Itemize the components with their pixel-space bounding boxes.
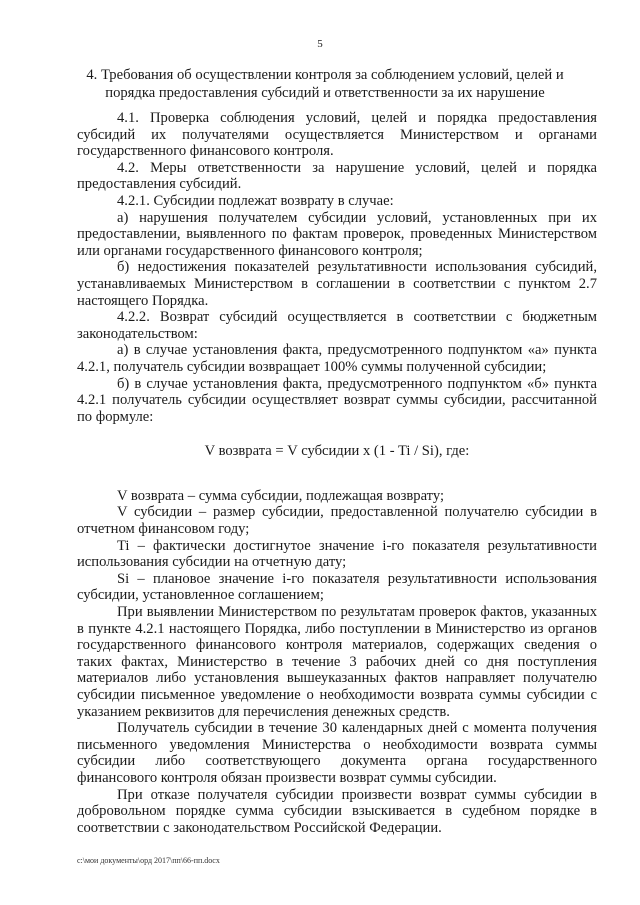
paragraph-4-2-1: 4.2.1. Субсидии подлежат возврату в случае: — [117, 192, 394, 209]
paragraph-4-2-2-a: а) в случае установления факта, предусмотренного подпунктом «а» пункта 4.2.1, получатель субсидии возвращает 100% суммы полученной субсидии; — [77, 342, 597, 375]
paragraph-court-recovery: При отказе получателя субсидии произвести возврат суммы субсидии в добровольном порядке сумма субсидии взыскивается в судебном порядке в соответствии с законодательством Российской Федерации. — [77, 786, 597, 836]
refund-formula: V возврата = V субсидии x (1 - Ti / Si), где: — [204, 443, 470, 460]
paragraph-4-2: 4.2. Меры ответственности за нарушение условий, целей и порядка предоставления субсидий. — [77, 159, 597, 193]
definition-v-refund: V возврата – сумма субсидии, подлежащая возврату; — [117, 487, 445, 504]
document-body — [77, 110, 597, 836]
definition-ti: Ti – фактически достигнутое значение i-го показателя результативности использования субсидии на отчетную дату; — [77, 537, 597, 571]
definition-v-subsidy: V субсидии – размер субсидии, предоставленной получателю субсидии в отчетном финансовом году; — [77, 504, 597, 538]
paragraph-4-2-2: 4.2.2. Возврат субсидий осуществляется в соответствии с бюджетным законодательством: — [77, 309, 597, 342]
paragraph-4-1: 4.1. Проверка соблюдения условий, целей и порядка предоставления субсидий их получателями осуществляется Министерством и органами государственного финансового контроля. — [77, 110, 597, 160]
definition-si: Si – плановое значение i-го показателя результативности использования субсидии, установленное соглашением; — [77, 570, 597, 604]
paragraph-refund-deadline: Получатель субсидии в течение 30 календарных дней с момента получения письменного уведомления Министерства о необходимости возврата суммы субсидии либо соответствующего документа органа государственного финансового контроля обязан произвести возврат суммы субсидии. — [77, 720, 597, 786]
section-title: 4. Требования об осуществлении контроля за соблюдением условий, целей и порядка предоставления субсидий и ответственности за их нарушение — [86, 67, 564, 101]
page-number: 5 — [317, 38, 323, 50]
paragraph-4-2-1-b: б) недостижения показателей результативности использования субсидий, устанавливаемых Министерством в соглашении в соответствии с пунктом 2.7 настоящего Порядка. — [77, 259, 597, 309]
paragraph-4-2-2-b: б) в случае установления факта, предусмотренного подпунктом «б» пункта 4.2.1 получатель субсидии осуществляет возврат суммы субсидии, рассчитанной по формуле: — [77, 375, 597, 425]
paragraph-notification: При выявлении Министерством по результатам проверок фактов, указанных в пункте 4.2.1 настоящего Порядка, либо поступлении в Министерство из органов государственного финансового контроля материалов, содержащих сведения о таких фактах, Министерство в течение 3 рабочих дней со дня поступления материалов либо установления вышеуказанных фактов направляет получателю субсидии письменное уведомление о необходимости возврата суммы субсидии с указанием реквизитов для перечисления денежных средств. — [77, 604, 597, 720]
footer-file-path: c:\мои документы\орд 2017\пп\66-пп.docx — [77, 856, 220, 865]
paragraph-4-2-1-a: а) нарушения получателем субсидии условий, установленных при их предоставлении, выявленного по фактам проверок, проведенных Министерством или органами государственного финансового контроля; — [77, 209, 597, 259]
